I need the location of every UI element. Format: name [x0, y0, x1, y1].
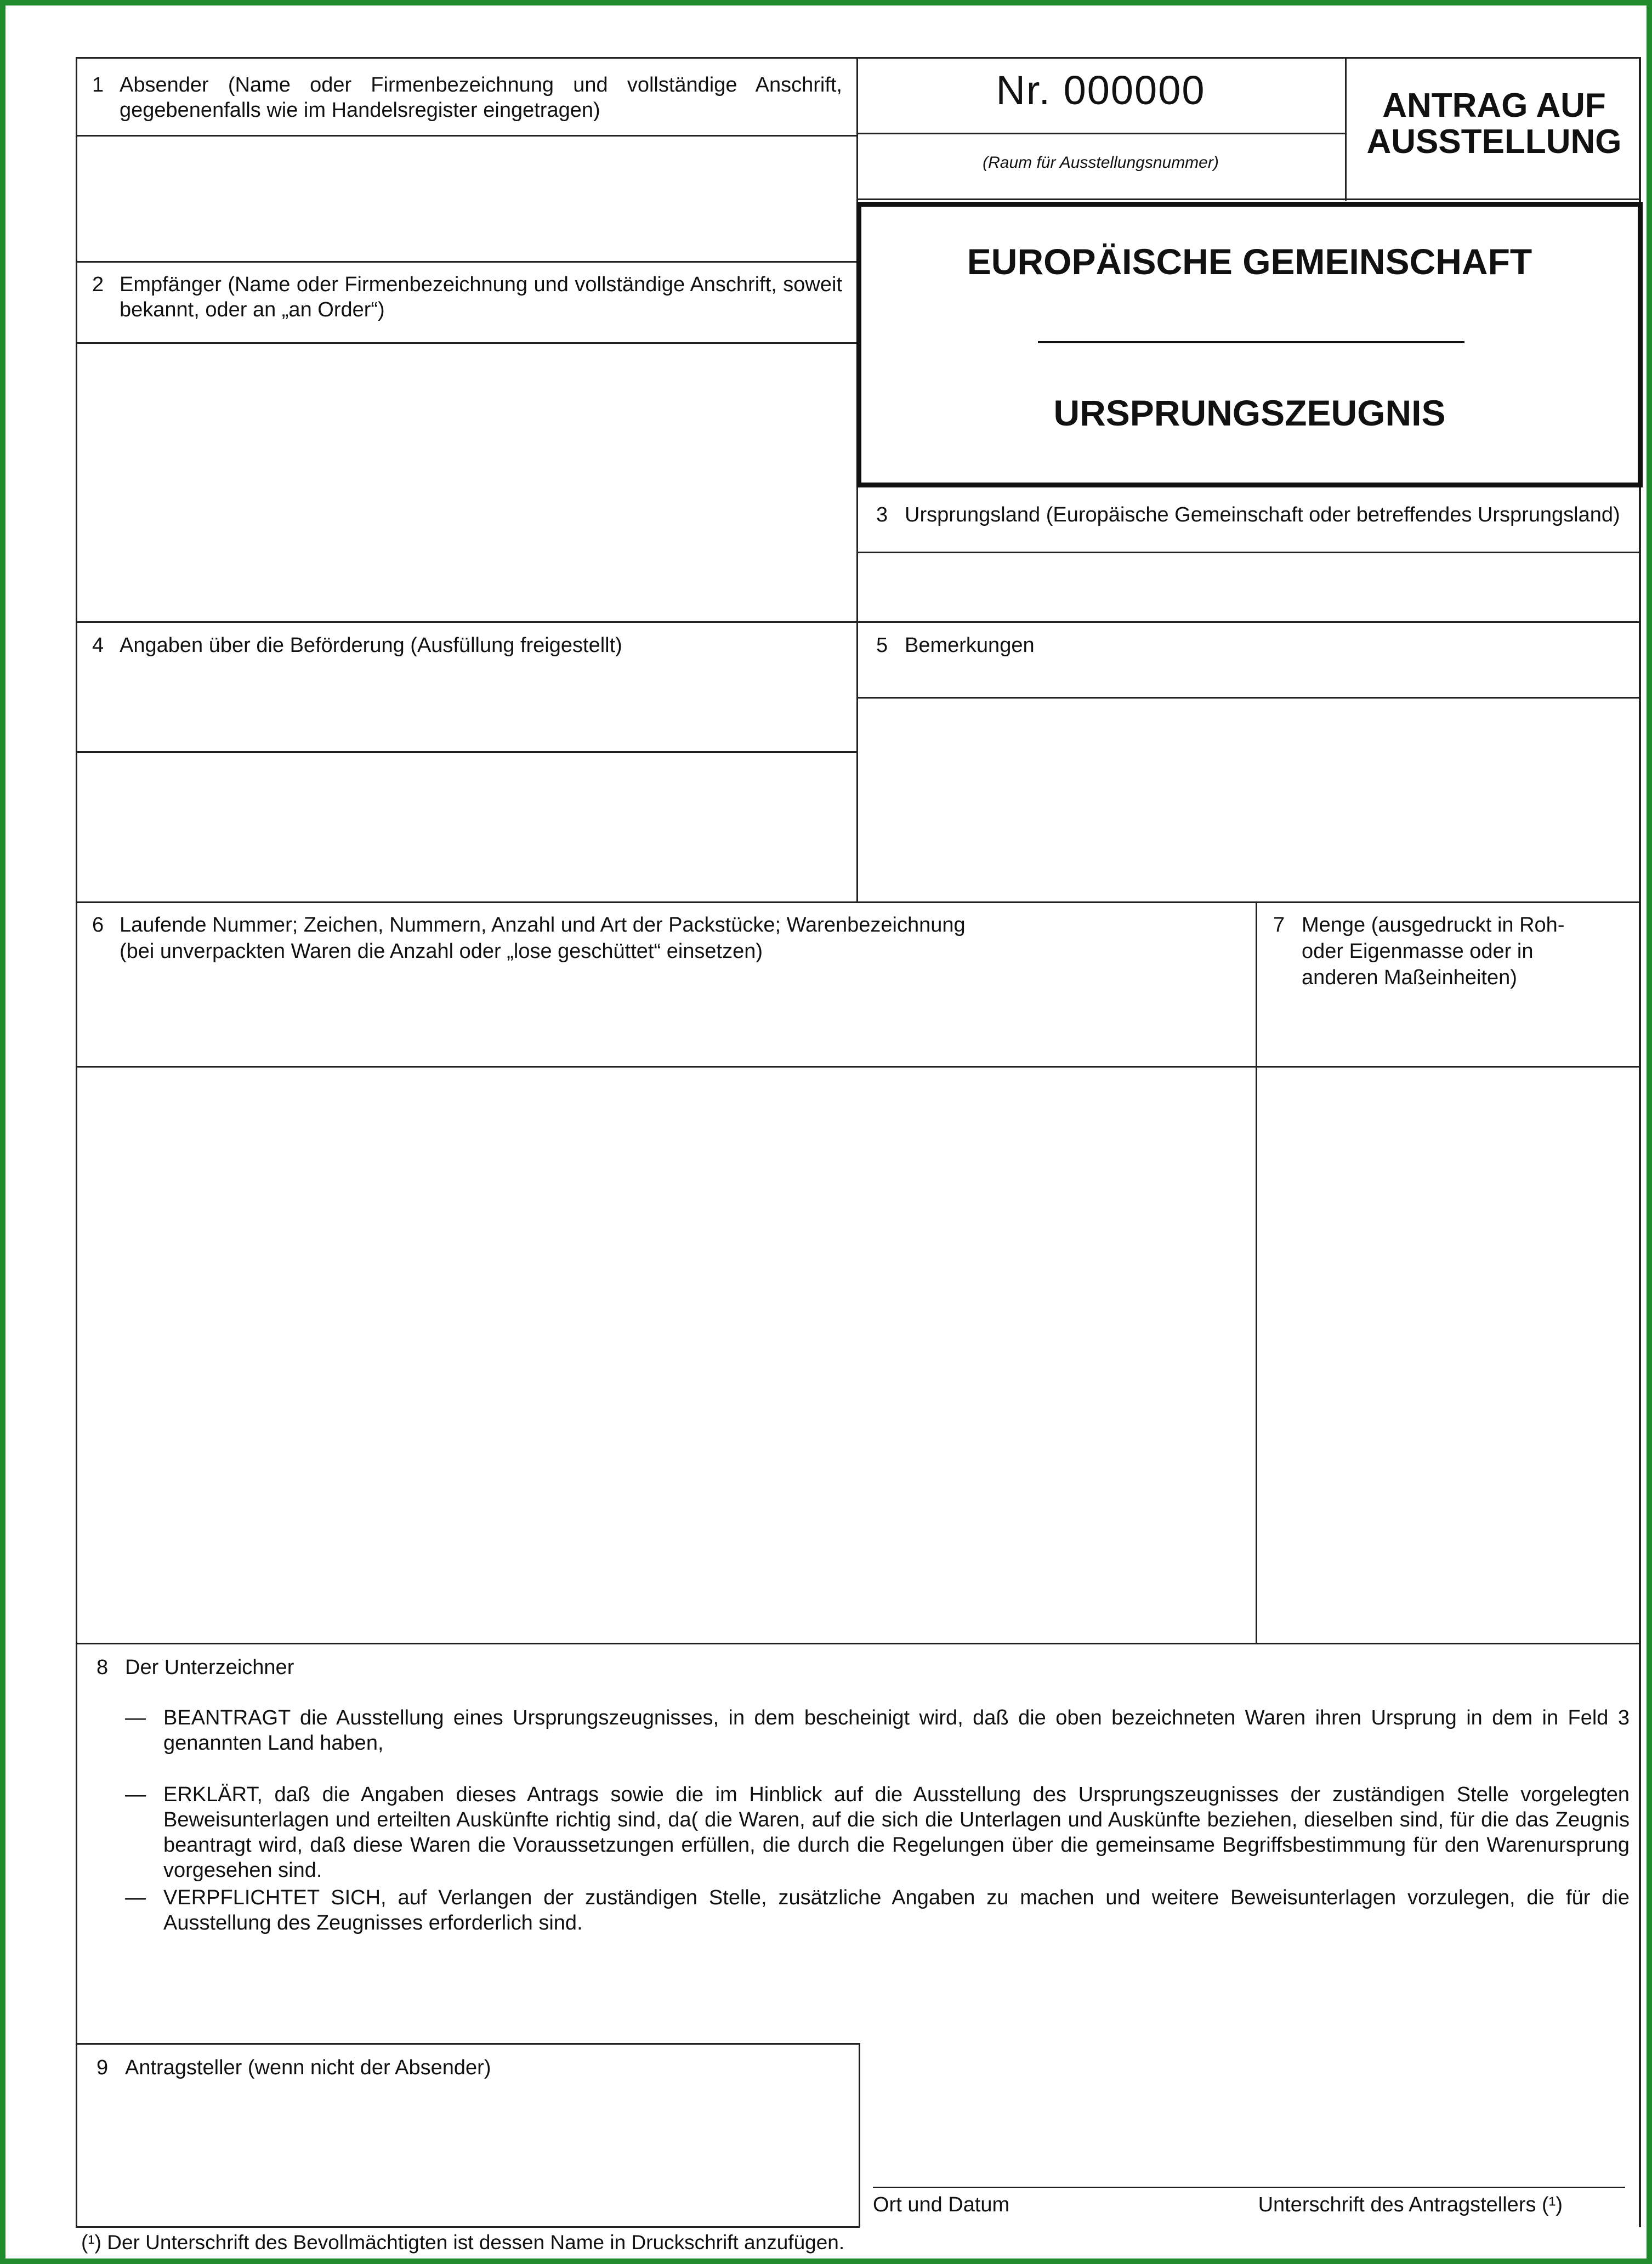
field2-bottom [76, 621, 1639, 623]
field2-number: 2 [92, 273, 104, 296]
place-date-label: Ort und Datum [873, 2193, 1010, 2216]
eu-title-box [856, 202, 1643, 487]
field3-label-line [856, 552, 1639, 553]
paragraph-3-text: VERPFLICHTET SICH, auf Verlangen der zuständigen Stelle, zusätzliche Angaben zu machen und weitere Beweisunterlagen vorzulegen, die für die Ausstellung des Zeugnisses erforderlich sind. [163, 1886, 1630, 1934]
field2-label-line [76, 342, 856, 344]
field5-label: Bemerkungen [905, 634, 1035, 657]
field5-number: 5 [876, 634, 888, 657]
declaration-paragraph-2 [125, 1782, 1630, 1892]
field1-number: 1 [92, 73, 104, 97]
field6-label-line2: (bei unverpackten Waren die Anzahl oder „lose geschüttet“ einsetzen) [120, 940, 763, 963]
form-border-bottom [76, 2226, 860, 2228]
declaration-paragraph-3 [125, 1885, 1630, 1940]
paragraph-3-dash: — [125, 1886, 146, 1909]
antrag-title: ANTRAG AUF AUSSTELLUNG [1366, 87, 1622, 161]
number-caption: (Raum für Ausstellungsnummer) [983, 154, 1219, 172]
field8-label: Der Unterzeichner [125, 1656, 294, 1679]
field4-label: Angaben über die Beförderung (Ausfüllung freigestellt) [120, 634, 622, 657]
divider-col-6-7 [1256, 901, 1257, 1643]
field1-label-text: Absender (Name oder Firmenbezeichnung und vollständige Anschrift, gegebenenfalls wie im Handelsregister eingetragen) [120, 73, 842, 122]
field6-number: 6 [92, 913, 104, 937]
form-border-left [76, 57, 77, 2227]
field7-label-line3: anderen Maßeinheiten) [1302, 966, 1517, 989]
divider-nr-antrag [1345, 57, 1347, 201]
field9-label: Antragsteller (wenn nicht der Absender) [125, 2056, 491, 2079]
field9-number: 9 [96, 2056, 109, 2079]
eu-title-rule [1038, 341, 1464, 343]
nr-box-line [856, 133, 1345, 134]
field67-label-line [76, 1066, 1639, 1068]
field45-bottom [76, 901, 1639, 903]
field3-label: Ursprungsland (Europäische Gemeinschaft oder betreffendes Ursprungsland) [905, 503, 1620, 526]
footnote: (¹) Der Unterschrift des Bevollmächtigten ist dessen Name in Druckschrift anzufügen. [81, 2231, 845, 2254]
signature-line [873, 2187, 1625, 2188]
field4-label-line [76, 751, 856, 753]
paragraph-1-text: BEANTRAGT die Ausstellung eines Ursprungszeugnisses, in dem bescheinigt wird, daß die oben bezeichneten Waren ihren Ursprung in dem in Feld 3 genannten Land haben, [163, 1706, 1630, 1755]
field4-number: 4 [92, 634, 104, 657]
field7-label-line2: oder Eigenmasse oder in [1302, 940, 1534, 963]
certificate-number: Nr. 000000 [996, 67, 1206, 113]
field5-label-line [856, 697, 1639, 699]
nr-box-bottom [856, 198, 1639, 200]
paragraph-1-dash: — [125, 1706, 146, 1729]
field1-label-line [76, 135, 856, 137]
field3-number: 3 [876, 503, 888, 526]
paragraph-2-text: ERKLÄRT, daß die Angaben dieses Antrags sowie die im Hinblick auf die Ausstellung des Ursprungszeugnisses der zuständigen Stelle vorgelegten Beweisunterlagen und erteilten Auskünfte richtig sind, da( die Waren, auf die sich die Unterlagen und Auskünfte beziehen, dieselben sind, für die das Zeugnis beantragt wird, daß diese Waren die Voraussetzungen erfüllen, die durch die Regelungen über die gemeinsame Begriffsbestimmung für den Warenursprung vorgesehen sind. [163, 1783, 1630, 1882]
field7-label-line1: Menge (ausgedruckt in Roh- [1302, 913, 1565, 937]
paragraph-2-dash: — [125, 1783, 146, 1806]
field1-bottom [76, 261, 856, 263]
field67-bottom [76, 1643, 1639, 1644]
eu-title: EUROPÄISCHE GEMEINSCHAFT [967, 241, 1532, 282]
field8-number: 8 [96, 1656, 109, 1679]
field2-label: Empfänger (Name oder Firmenbezeichnung und vollständige Anschrift, soweit bekannt, oder an „an Order“) [120, 273, 842, 321]
field6-label-line1: Laufende Nummer; Zeichen, Nummern, Anzahl und Art der Packstücke; Warenbezeichnung [120, 913, 966, 937]
eu-subtitle: URSPRUNGSZEUGNIS [1053, 393, 1446, 433]
field9-right [859, 2043, 860, 2227]
field9-top [76, 2043, 860, 2045]
field7-number: 7 [1273, 913, 1285, 937]
signature-label: Unterschrift des Antragstellers (¹) [1258, 2193, 1563, 2216]
declaration-paragraph-1 [125, 1705, 1630, 1760]
